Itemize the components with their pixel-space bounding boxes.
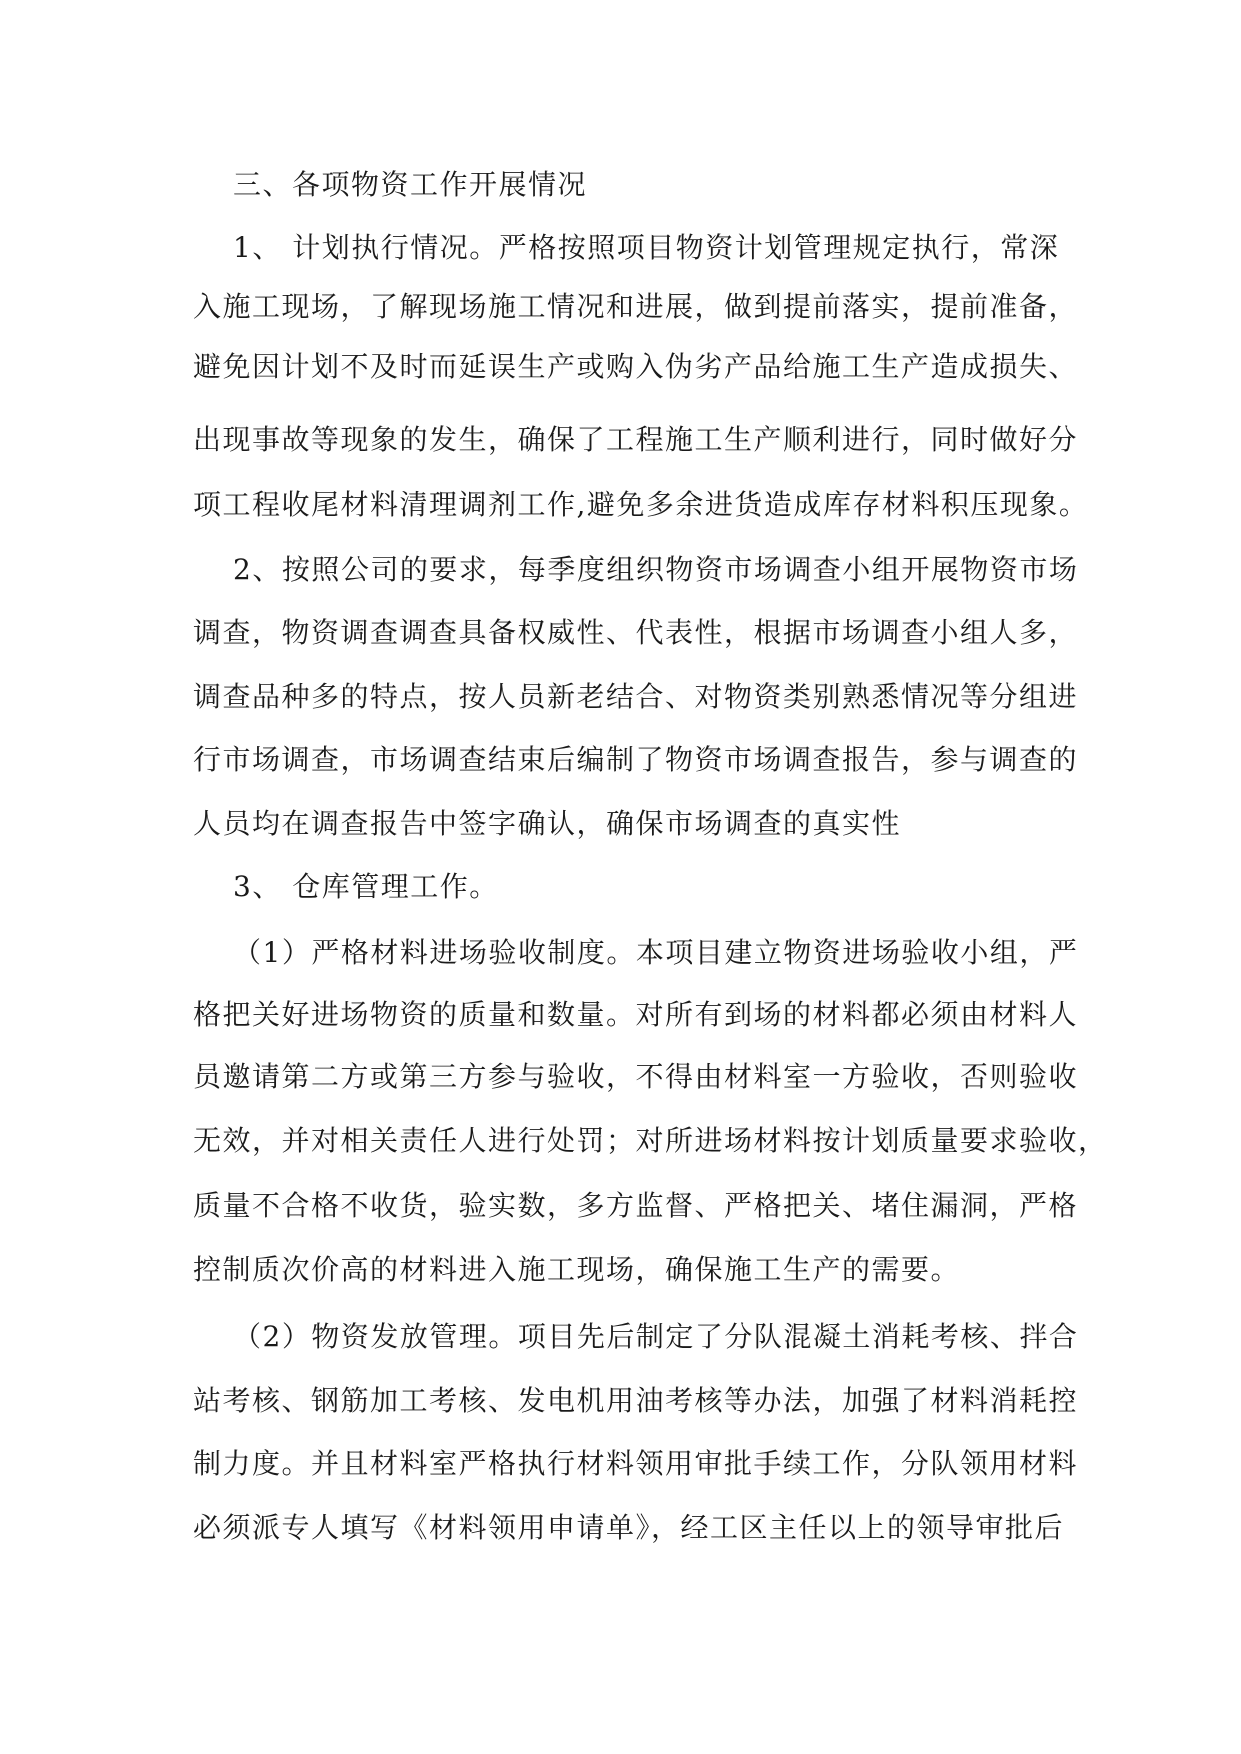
sub1-line-2: 格把关好进场物资的质量和数量。对所有到场的材料都必须由材料人 [193,998,1079,1031]
item2-line-1: 2、按照公司的要求，每季度组织物资市场调查小组开展物资市场 [233,553,1079,586]
sub1-line-1: （1）严格材料进场验收制度。本项目建立物资进场验收小组，严 [233,936,1079,969]
sub1-line-4: 无效，并对相关责任人进行处罚；对所进场材料按计划质量要求验收， [193,1124,1108,1157]
item3-line-1: 3、 仓库管理工作。 [233,870,499,903]
sub2-line-1: （2）物资发放管理。项目先后制定了分队混凝土消耗考核、拌合 [233,1320,1079,1353]
sub1-line-3: 员邀请第二方或第三方参与验收，不得由材料室一方验收，否则验收 [193,1060,1079,1093]
sub1-line-5: 质量不合格不收货，验实数，多方监督、严格把关、堵住漏洞，严格 [193,1189,1079,1222]
item2-line-2: 调查，物资调查调查具备权威性、代表性，根据市场调查小组人多， [193,616,1079,649]
item1-line-1: 1、 计划执行情况。严格按照项目物资计划管理规定执行，常深 [233,231,1060,264]
item1-line-3: 避免因计划不及时而延误生产或购入伪劣产品给施工生产造成损失、 [193,350,1079,383]
item1-line-2: 入施工现场，了解现场施工情况和进展，做到提前落实，提前准备， [193,290,1079,323]
item2-line-5: 人员均在调查报告中签字确认，确保市场调查的真实性 [193,807,902,840]
item2-line-4: 行市场调查，市场调查结束后编制了物资市场调查报告，参与调查的 [193,743,1079,776]
sub2-line-4: 必须派专人填写《材料领用申请单》，经工区主任以上的领导审批后 [193,1511,1065,1544]
sub2-line-3: 制力度。并且材料室严格执行材料领用审批手续工作，分队领用材料 [193,1447,1079,1480]
item2-line-3: 调查品种多的特点，按人员新老结合、对物资类别熟悉情况等分组进 [193,680,1079,713]
section-heading: 三、各项物资工作开展情况 [233,168,588,201]
sub1-line-6: 控制质次价高的材料进入施工现场，确保施工生产的需要。 [193,1253,961,1286]
item1-line-4: 出现事故等现象的发生，确保了工程施工生产顺利进行，同时做好分 [193,423,1079,456]
item1-line-5: 项工程收尾材料清理调剂工作,避免多余进货造成库存材料积压现象。 [193,488,1089,521]
sub2-line-2: 站考核、钢筋加工考核、发电机用油考核等办法，加强了材料消耗控 [193,1384,1079,1417]
